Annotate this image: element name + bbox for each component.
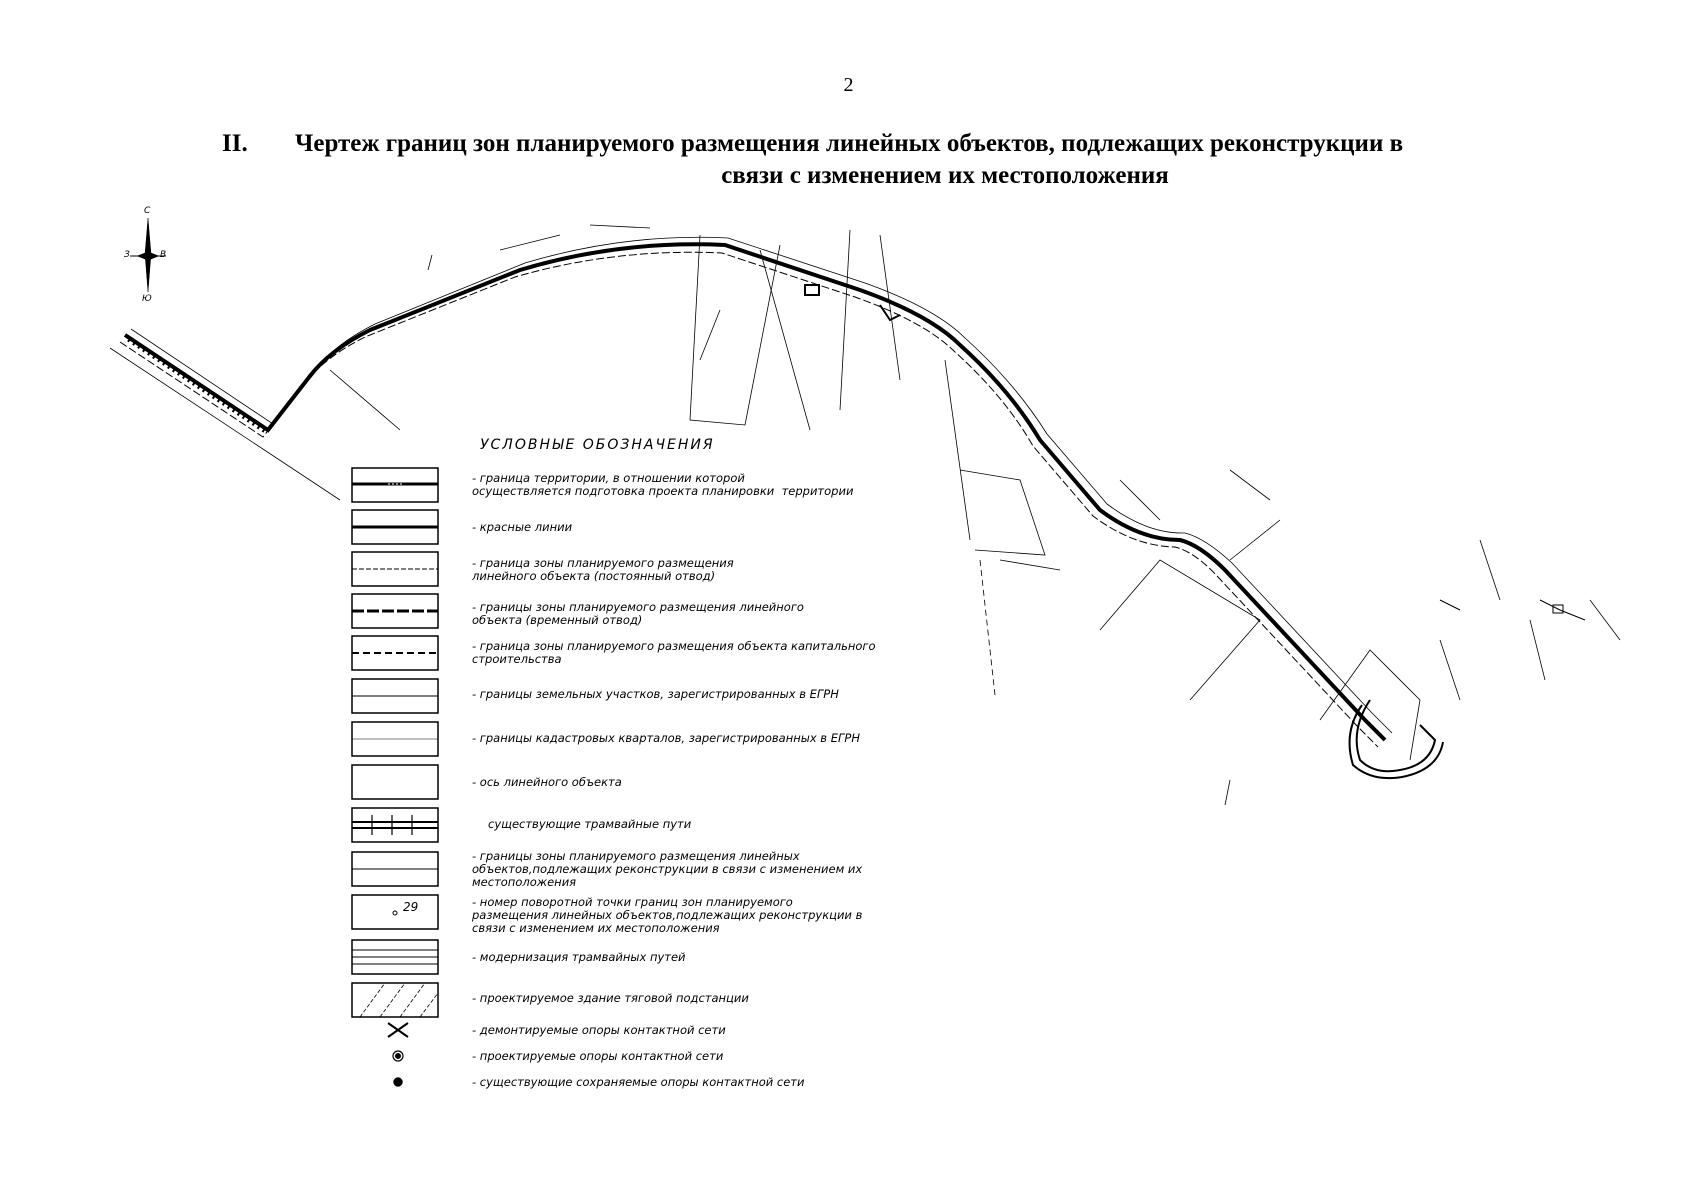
legend-symbol-temporary-zone bbox=[352, 594, 438, 628]
legend-title: УСЛОВНЫЕ ОБОЗНАЧЕНИЯ bbox=[480, 437, 715, 453]
compass-west: З bbox=[124, 250, 130, 260]
compass-north: С bbox=[144, 206, 151, 216]
turning-point-sample: 29 bbox=[403, 900, 419, 914]
legend-item-4: - границы зоны планируемого размещения линейного объекта (временный отвод) bbox=[472, 600, 804, 627]
designed-pole-icon bbox=[393, 1051, 403, 1061]
legend-item-7: - границы кадастровых кварталов, зарегистрированных в ЕГРН bbox=[472, 731, 860, 745]
legend-item-11: - номер поворотной точки границ зон планируемого размещения линейных объектов,подлежащих реконструкции в связи с изменением их местоположения bbox=[472, 895, 863, 935]
legend-item-15: - проектируемые опоры контактной сети bbox=[472, 1049, 724, 1063]
section-number: II. bbox=[222, 130, 248, 157]
legend-item-12: - модернизация трамвайных путей bbox=[472, 950, 686, 964]
title-line-1: Чертеж границ зон планируемого размещения линейных объектов, подлежащих реконструкции в bbox=[295, 130, 1404, 157]
legend-item-3: - граница зоны планируемого размещения линейного объекта (постоянный отвод) bbox=[472, 556, 734, 583]
existing-pole-icon bbox=[394, 1078, 403, 1087]
legend-item-8: - ось линейного объекта bbox=[472, 775, 622, 789]
compass-south: Ю bbox=[142, 294, 152, 304]
legend-symbol-turning-point bbox=[352, 895, 438, 929]
legend-item-2: - красные линии bbox=[472, 520, 573, 534]
dismantled-pole-icon bbox=[388, 1023, 408, 1037]
legend-item-6: - границы земельных участков, зарегистрированных в ЕГРН bbox=[472, 687, 839, 701]
legend-symbol-axis bbox=[352, 765, 438, 799]
legend-item-1: - граница территории, в отношении которой осуществляется подготовка проекта планировки территории bbox=[472, 471, 854, 498]
legend-item-10: - границы зоны планируемого размещения линейных объектов,подлежащих реконструкции в связи с изменением их местоположения bbox=[472, 849, 863, 889]
legend-item-16: - существующие сохраняемые опоры контактной сети bbox=[472, 1075, 805, 1089]
legend-symbol-tram-tracks bbox=[352, 808, 438, 842]
compass-east: В bbox=[160, 250, 167, 260]
legend-item-13: - проектируемое здание тяговой подстанции bbox=[472, 991, 749, 1005]
legend-item-5: - граница зоны планируемого размещения объекта капитального строительства bbox=[472, 639, 876, 666]
legend-item-9: существующие трамвайные пути bbox=[488, 817, 692, 831]
legend-item-14: - демонтируемые опоры контактной сети bbox=[472, 1023, 726, 1037]
page-number: 2 bbox=[843, 74, 854, 96]
legend-symbol-substation bbox=[352, 983, 438, 1017]
title-line-2: связи с изменением их местоположения bbox=[721, 162, 1169, 189]
